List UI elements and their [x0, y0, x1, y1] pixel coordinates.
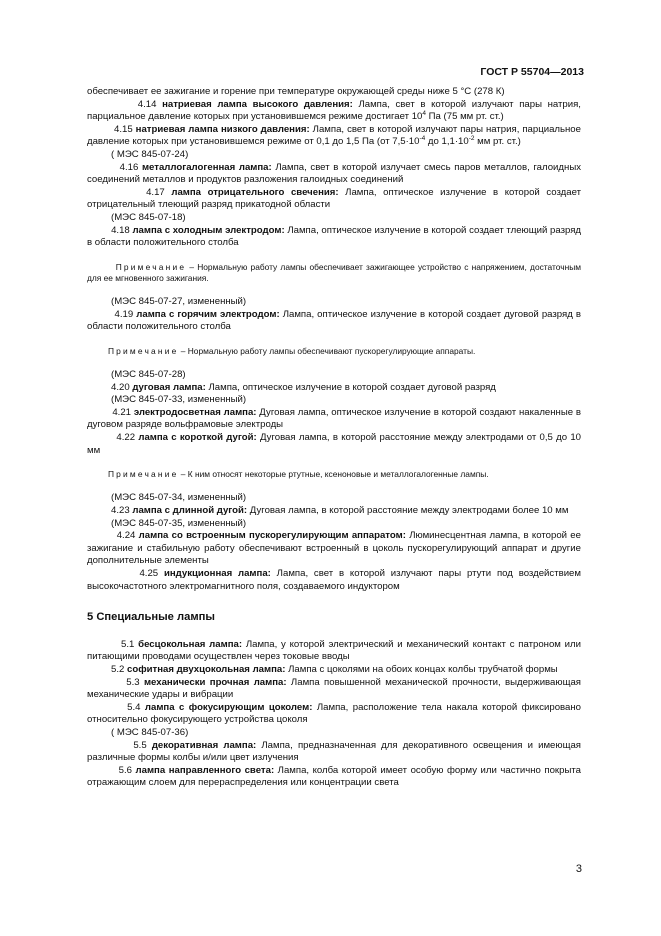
term: лампа со встроенным пускорегулирующим аппаратом: — [138, 530, 406, 542]
reference-text: ( МЭС 845-07-36) — [111, 726, 189, 738]
para-4-23 — [87, 505, 581, 518]
term: натриевая лампа низкого давления: — [135, 123, 310, 135]
term: лампа с холодным электродом: — [132, 224, 285, 236]
para-number: 4.18 — [111, 224, 133, 236]
page-number: 3 — [575, 863, 582, 875]
definition: Па (75 мм рт. ст.) — [425, 111, 504, 123]
para-4-22 — [87, 432, 581, 457]
definition: Дуговая лампа, оптическое излучение в которой создают накаленные в дуговом разряде вольфрамовые электроды — [87, 406, 581, 431]
superscript: -2 — [468, 135, 475, 143]
para-number: 4.15 — [114, 123, 136, 135]
note-text: – Нормальную работу лампы обеспечивают пускорегулирующие аппараты. — [178, 345, 476, 356]
para-number: 4.21 — [112, 406, 134, 418]
term: лампа отрицательного свечения: — [171, 186, 339, 198]
para-number: 4.25 — [139, 568, 164, 580]
definition: Лампа, свет в которой излучают пары натрия, парциальное давление которых при установившемся режиме достигает 10 — [87, 98, 581, 123]
reference — [87, 492, 581, 505]
definition: Лампа, свет в которой излучает смесь паров металлов, галоидных соединений металлов и продуктов разложения галоидных соединений — [87, 161, 582, 186]
term: электродосветная лампа: — [133, 406, 257, 418]
para-4-18 — [87, 225, 581, 250]
reference — [87, 727, 581, 740]
para-4-15 — [87, 124, 581, 149]
para-5-1 — [87, 639, 581, 664]
para-number: 4.24 — [116, 530, 139, 542]
definition: Дуговая лампа, в которой расстояние между электродами от 0,5 до 10 мм — [87, 432, 581, 456]
definition: Лампа, колба которой имеет особую форму или частично покрыта отражающим слоем для перераспределения или концентрации света — [87, 764, 581, 789]
definition: Лампа, оптическое излучение в которой создает дуговой разряд в области положительного столба — [87, 308, 581, 333]
definition: до 1,1·10 — [425, 136, 469, 148]
definition: Лампа, у которой электрический и механический контакт с патроном или питающими проводами осуществлен через токовые вводы — [87, 638, 582, 663]
definition: Лампа, оптическое излучение в которой создает дуговой разряд — [205, 381, 496, 393]
reference-text: (МЭС 845-07-33, измененный) — [111, 394, 247, 406]
reference-text: (МЭС 845-07-35, измененный) — [111, 517, 247, 529]
definition: Лампа, свет в которой излучают пары ртути под воздействием высокочастотного электромагнитного поля, создаваемого индуктором — [87, 568, 581, 592]
term: бесцокольная лампа: — [138, 638, 243, 650]
para-4-17 — [87, 187, 581, 212]
definition: Лампа, свет в которой излучают пары натрия, парциальное давление которых при установившемся режиме от 0,1 до 1,5 Па (от 7,5·10 — [87, 123, 581, 148]
para-5-3 — [87, 677, 581, 702]
reference — [87, 394, 581, 407]
para-4-24 — [87, 530, 581, 568]
note-1 — [87, 262, 581, 284]
term: металлогалогенная лампа: — [141, 161, 272, 173]
definition: Лампа повышенной механической прочности, выдерживающая механические удары и вибрации — [87, 676, 581, 701]
note-label: Примечание — [107, 469, 179, 480]
note-text: – К ним относят некоторые ртутные, ксеноновые и металлогалогенные лампы. — [178, 469, 489, 480]
reference — [87, 369, 581, 382]
para-number: 5.5 — [133, 739, 152, 751]
reference-text: ( МЭС 845-07-24) — [111, 148, 189, 160]
definition: Лампа, предназначенная для декоративного освещения и имеющая различные формы колбы и/или цвет излучения — [87, 739, 581, 764]
term: лампа с короткой дугой: — [138, 432, 257, 444]
definition: Дуговая лампа, в которой расстояние между электродами более 10 мм — [247, 505, 569, 517]
term: софитная двухцокольная лампа: — [127, 664, 286, 675]
para-number: 4.16 — [119, 161, 142, 173]
term: индукционная лампа: — [163, 568, 271, 580]
term: лампа с фокусирующим цоколем: — [144, 701, 313, 713]
term: лампа с горячим электродом: — [136, 308, 280, 320]
para-number: 5.4 — [127, 701, 145, 713]
para-5-4 — [87, 702, 581, 727]
para-4-16 — [87, 162, 581, 187]
intro-paragraph: обеспечивает ее зажигание и горение при температуре окружающей среды ниже 5 °С (278 К) — [87, 86, 505, 97]
definition: Люминесцентная лампа, в которой ее зажигание и стабильную работу обеспечивают встроенный в цоколь пускорегулирующий аппарат и другие дополнительные элементы — [87, 530, 581, 567]
definition: Лампа, оптическое излучение в которой создает отрицательный тлеющий разряд прикатодной области — [87, 186, 582, 211]
note-label: Примечание — [107, 345, 179, 356]
definition: Лампа, оптическое излучение в которой создает тлеющий разряд в области положительного столба — [87, 224, 582, 249]
reference — [87, 212, 581, 225]
para-number: 4.14 — [137, 98, 163, 110]
para-number: 4.20 — [111, 381, 133, 393]
term: лампа направленного света: — [135, 764, 275, 776]
reference-text: (МЭС 845-07-28) — [111, 369, 186, 381]
para-4-21 — [87, 407, 581, 432]
term: дуговая лампа: — [132, 381, 206, 393]
para-number: 4.23 — [111, 505, 133, 517]
para-number: 5.3 — [126, 676, 144, 688]
definition: мм рт. ст.) — [474, 136, 521, 148]
superscript: -4 — [419, 135, 426, 143]
reference — [87, 518, 581, 531]
para-number: 4.19 — [114, 308, 137, 320]
superscript: 4 — [422, 110, 426, 117]
para-number: 5.6 — [118, 764, 136, 776]
para-4-20 — [87, 382, 581, 395]
reference-text: (МЭС 845-07-34, измененный) — [111, 492, 247, 504]
document-header: ГОСТ Р 55704—2013 — [480, 66, 584, 78]
note-3 — [87, 469, 581, 480]
para-5-2 — [87, 664, 581, 677]
para-5-5 — [87, 740, 581, 765]
note-2 — [87, 346, 581, 357]
definition: Лампа с цоколями на обоих концах колбы трубчатой формы — [285, 664, 558, 675]
note-label: Примечание — [115, 261, 187, 272]
document-body — [87, 86, 581, 790]
reference — [87, 296, 581, 309]
para-number: 5.1 — [121, 638, 139, 650]
term: декоративная лампа: — [151, 739, 257, 751]
term: механически прочная лампа: — [143, 676, 287, 688]
section-title: 5 Специальные лампы — [87, 611, 215, 624]
para-4-19 — [87, 309, 581, 334]
definition: Лампа, расположение тела накала которой фиксировано относительно фокусирующего устройства цоколя — [87, 701, 581, 726]
reference-text: (МЭС 845-07-18) — [111, 211, 186, 223]
reference-text: (МЭС 845-07-27, измененный) — [111, 296, 247, 308]
para-number: 4.17 — [146, 186, 172, 198]
para-number: 5.2 — [111, 664, 128, 675]
term: натриевая лампа высокого давления: — [162, 98, 353, 110]
para-5-6 — [87, 765, 581, 790]
para-number: 4.22 — [116, 432, 139, 444]
reference — [87, 149, 581, 162]
term: лампа с длинной дугой: — [132, 505, 248, 517]
note-text: – Нормальную работу лампы обеспечивает зажигающее устройство с напряжением, достаточным для ее мгновенного зажигания. — [87, 261, 581, 283]
para-4-14 — [87, 99, 581, 124]
para-4-25 — [87, 568, 581, 593]
